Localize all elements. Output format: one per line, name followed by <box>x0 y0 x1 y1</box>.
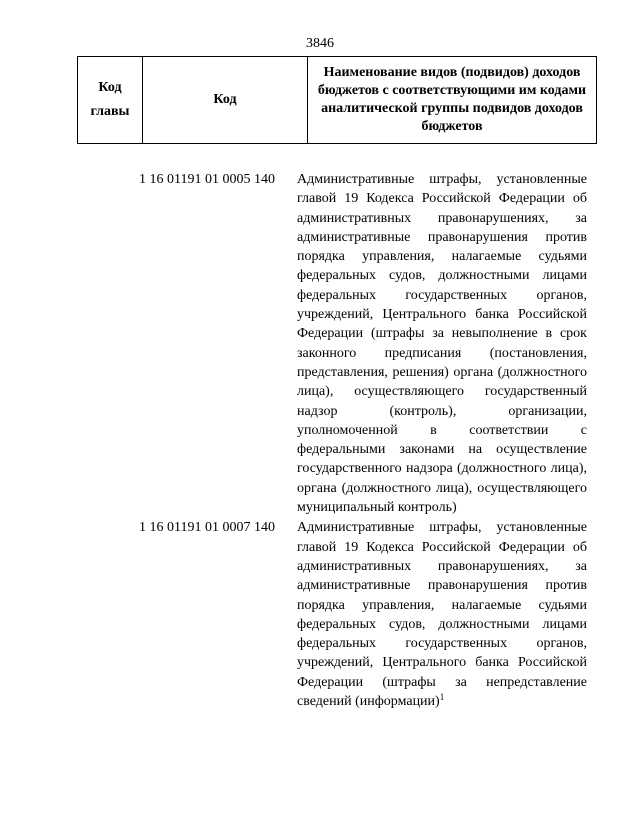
income-description-text: Административные штрафы, установленные главой 19 Кодекса Российской Федерации об административных правонарушениях, за административные правонарушения против порядка управления, налагаемые судьями федеральных судов, должностными лицами федеральных государственных органов, учреждений, Центрального банка Российской Федерации (штрафы за непредставление сведений (информации) <box>297 520 587 710</box>
list-item <box>0 170 640 517</box>
income-description <box>297 170 587 517</box>
header-chapter-code: Код главы <box>78 57 143 144</box>
income-code: 1 16 01191 01 0007 140 <box>139 520 275 536</box>
header-table <box>77 56 597 144</box>
page-number: 3846 <box>306 36 334 51</box>
header-name: Наименование видов (подвидов) доходов бюджетов с соответствующими им кодами аналитической группы подвидов доходов бюджетов <box>308 57 597 144</box>
header-code: Код <box>143 57 308 144</box>
list-item <box>0 518 640 711</box>
header-row <box>78 57 597 144</box>
footnote-marker: 1 <box>439 692 445 703</box>
income-description <box>297 518 587 711</box>
income-code: 1 16 01191 01 0005 140 <box>139 172 275 187</box>
income-code-list <box>0 170 640 712</box>
income-description-text: Административные штрафы, установленные главой 19 Кодекса Российской Федерации об административных правонарушениях, за административные правонарушения против порядка управления, налагаемые судьями федеральных судов, должностными лицами федеральных государственных органов, учреждений, Центрального банка Российской Федерации (штрафы за невыполнение в срок законного предписания (постановления, представления, решения) органа (должностного лица), осуществляющего государственный надзор (контроль), организации, уполномоченной в соответствии с федеральными законами на осуществление государственного надзора (должностного лица), органа (должностного лица), осуществляющего муниципальный контроль) <box>297 172 587 516</box>
